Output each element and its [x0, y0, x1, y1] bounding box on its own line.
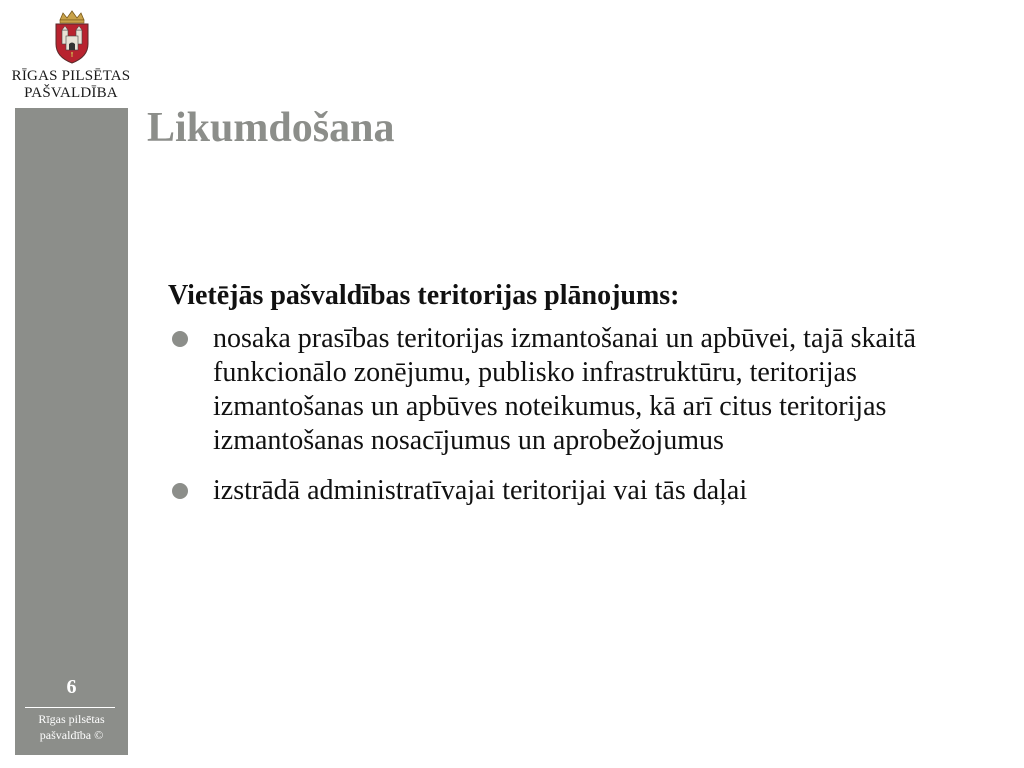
copyright-notice: [15, 711, 128, 743]
sidebar-panel: [15, 108, 128, 755]
footer-divider: [25, 707, 115, 708]
slide-content: [168, 276, 928, 524]
bullet-dot-icon: [172, 483, 188, 499]
bullet-text: nosaka prasības teritorijas izmantošanai un apbūvei, tajā skaitā funkcionālo zonējumu, publisko infrastruktūru, teritorijas izmantošanas un apbūves noteikumus, kā arī citus teritorijas izmantošanas nosacījumus un aprobežojumus: [213, 323, 916, 456]
copyright-line-2: pašvaldība ©: [39, 728, 104, 742]
slide-title: Likumdošana: [147, 105, 395, 151]
list-item: [168, 474, 928, 508]
slide-subheading: Vietējās pašvaldības teritorijas plānojums:: [168, 280, 680, 311]
bullet-list: [168, 322, 928, 508]
riga-coat-of-arms-icon: [52, 10, 92, 64]
organization-name-line-2: PAŠVALDĪBA: [24, 85, 118, 101]
list-item: [168, 322, 928, 458]
organization-name-line-1: RĪGAS PILSĒTAS: [11, 68, 131, 84]
copyright-line-1: Rīgas pilsētas: [38, 712, 105, 726]
bullet-text: izstrādā administratīvajai teritorijai vai tās daļai: [213, 475, 748, 506]
page-number: 6: [66, 676, 77, 698]
organization-name: [0, 68, 142, 102]
bullet-dot-icon: [172, 331, 188, 347]
